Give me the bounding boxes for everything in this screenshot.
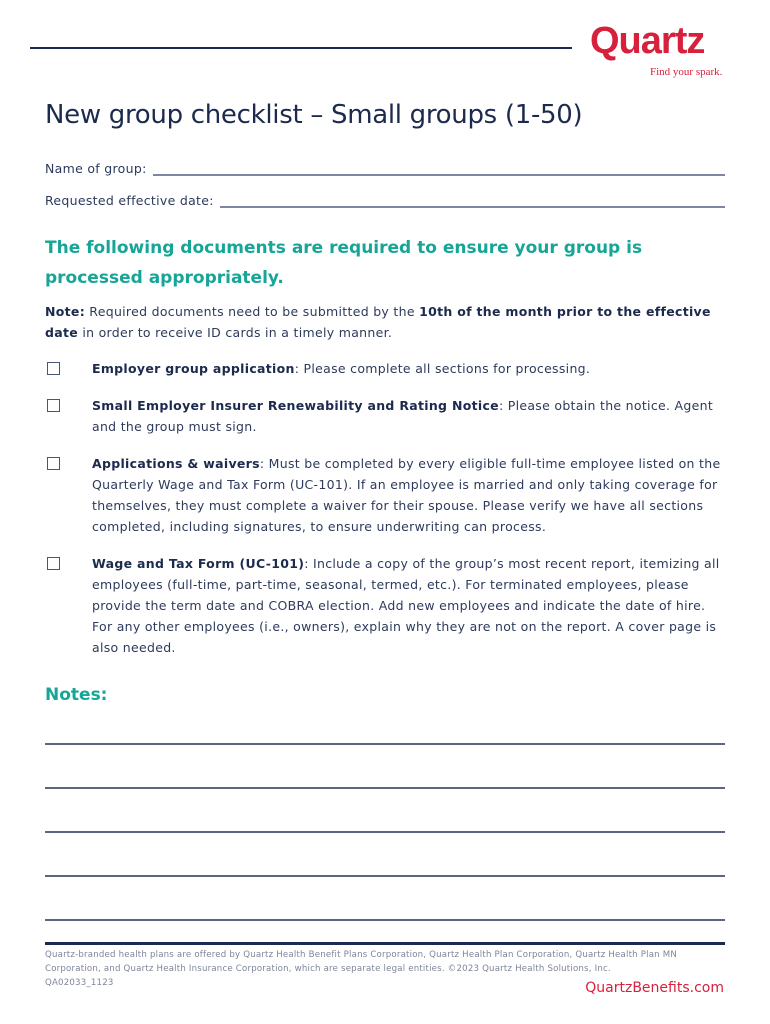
notes-line[interactable] (45, 875, 725, 877)
checklist-item-renewability-notice (45, 395, 730, 437)
item-title: Applications & waivers (92, 456, 260, 471)
notes-line[interactable] (45, 919, 725, 921)
item-title: Wage and Tax Form (UC-101) (92, 556, 305, 571)
item-text: : Please complete all sections for processing. (294, 361, 591, 376)
header-rule (30, 47, 572, 49)
required-documents-heading: The following documents are required to ensure your group is processed appropriately. (45, 238, 643, 288)
checkbox[interactable] (47, 399, 60, 412)
group-name-label: Name of group: (45, 161, 147, 176)
item-text: : Include a copy of the group’s most recent report, itemizing all employees (full-time, part-time, seasonal, termed, etc.). For terminated employees, please provide the term date and COBRA election. Add new employees and indicate the date of hire. For any other employees (i.e., owners), explain why they are not on the report. A cover page is also needed. (92, 556, 720, 655)
document-checklist (45, 358, 730, 658)
checkbox[interactable] (47, 557, 60, 570)
item-text: : Please obtain the notice. Agent and the group must sign. (92, 398, 714, 434)
notes-line[interactable] (45, 831, 725, 833)
effective-date-input[interactable] (220, 194, 725, 208)
note-text-after: in order to receive ID cards in a timely manner. (78, 325, 393, 340)
logo-tagline: Find your spark. (650, 66, 723, 78)
logo-wordmark: Quartz (590, 20, 705, 62)
checklist-item-wage-tax-form (45, 553, 730, 658)
item-text: : Must be completed by every eligible full-time employee listed on the Quarterly Wage and Tax Form (UC-101). If an employee is married and only taking coverage for themselves, they must complete a waiver for their spouse. Please verify we have all sections completed, including signatures, to ensure underwriting can process. (92, 456, 721, 534)
notes-line[interactable] (45, 787, 725, 789)
checkbox[interactable] (47, 362, 60, 375)
footer-rule (45, 942, 725, 945)
note-label: Note: (45, 304, 86, 319)
submission-note (45, 301, 725, 343)
document-code: QA02033_1123 (45, 978, 114, 988)
page-title: New group checklist – Small groups (1-50) (45, 100, 583, 130)
group-name-input[interactable] (153, 162, 725, 176)
quartz-logo (590, 20, 740, 86)
disclaimer-text: Quartz-branded health plans are offered by Quartz Health Benefit Plans Corporation, Quartz Health Plan Corporation, Quartz Health Plan MN Corporation, and Quartz Health Insurance Corporation, which are separate legal entities. ©2023 Quartz Health Solutions, Inc. (45, 950, 678, 974)
effective-date-field[interactable] (45, 193, 725, 208)
notes-line[interactable] (45, 743, 725, 745)
effective-date-label: Requested effective date: (45, 193, 214, 208)
checklist-item-applications-waivers (45, 453, 730, 537)
checklist-item-employer-application (45, 358, 730, 379)
item-title: Employer group application (92, 361, 295, 376)
item-title: Small Employer Insurer Renewability and Rating Notice (92, 398, 499, 413)
note-text-before: Required documents need to be submitted by the (85, 304, 420, 319)
note-deadline: 10th of the month prior to the effective date (45, 304, 711, 340)
checkbox[interactable] (47, 457, 60, 470)
notes-heading: Notes: (45, 685, 108, 705)
group-name-field[interactable] (45, 161, 725, 176)
website-link[interactable]: QuartzBenefits.com (585, 980, 724, 996)
